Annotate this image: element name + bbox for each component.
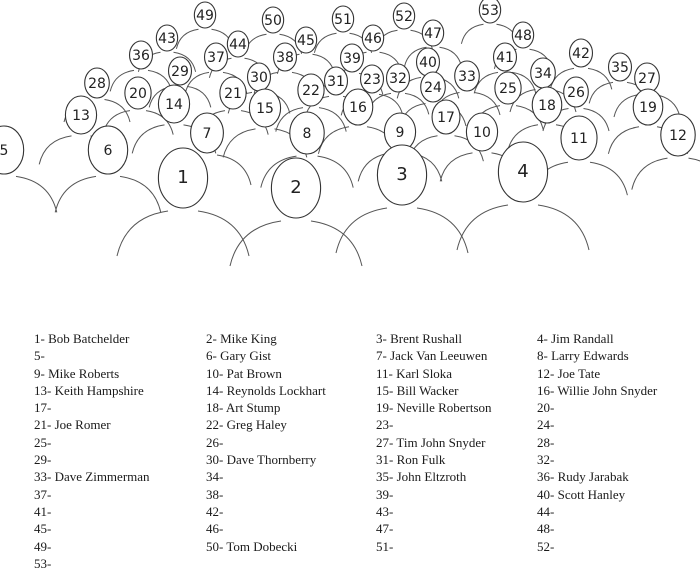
- key-number: 25-: [34, 434, 52, 450]
- person-figure: [117, 148, 249, 256]
- head-number: 4: [517, 161, 529, 182]
- key-column-3: [376, 330, 546, 555]
- person-figure: [55, 126, 161, 212]
- key-entry: [537, 503, 700, 520]
- key-number: 10-: [206, 365, 224, 381]
- shoulders-outline: [117, 211, 249, 256]
- person-figure: [461, 0, 518, 44]
- head-number: 47: [424, 26, 442, 42]
- key-number: 21-: [34, 417, 52, 433]
- key-entry: [537, 538, 700, 555]
- key-number: 39-: [376, 486, 394, 502]
- head-number: 22: [302, 83, 320, 99]
- key-entry: [376, 520, 546, 537]
- key-person-name: Mike King: [220, 331, 277, 346]
- shoulders-outline: [0, 176, 57, 212]
- person-figure: [336, 145, 468, 253]
- key-entry: [34, 555, 204, 572]
- key-number: 32-: [537, 452, 555, 468]
- key-person-name: Jim Randall: [551, 331, 614, 346]
- shoulders-outline: [176, 29, 233, 49]
- key-number: 33-: [34, 469, 52, 485]
- head-number: 17: [437, 110, 455, 126]
- key-number: 4-: [537, 331, 548, 346]
- key-entry: [34, 365, 204, 382]
- head-number: 25: [499, 81, 517, 97]
- key-column-1: [34, 330, 204, 572]
- shoulders-outline: [230, 221, 362, 266]
- head-number: 42: [572, 46, 590, 62]
- key-entry: [376, 468, 546, 485]
- person-figure: [457, 142, 589, 250]
- head-number: 16: [349, 100, 367, 116]
- head-number: 27: [638, 71, 656, 87]
- key-entry: [537, 520, 700, 537]
- key-entry: [34, 416, 204, 433]
- key-number: 50-: [206, 538, 224, 554]
- head-number: 20: [129, 86, 147, 102]
- key-number: 23-: [376, 417, 394, 433]
- key-number: 47-: [376, 521, 394, 537]
- key-number: 35-: [376, 469, 394, 485]
- key-number: 16-: [537, 382, 555, 398]
- key-entry: [376, 399, 546, 416]
- head-number: 45: [297, 33, 315, 49]
- key-number: 12-: [537, 365, 555, 381]
- key-number: 5-: [34, 348, 45, 364]
- key-number: 18-: [206, 400, 224, 416]
- key-person-name: Joe Romer: [54, 417, 111, 433]
- key-entry: [376, 365, 546, 382]
- key-number: 19-: [376, 400, 394, 416]
- shoulders-outline: [55, 176, 161, 212]
- key-number: 43-: [376, 503, 394, 519]
- head-number: 2: [290, 177, 302, 198]
- key-entry: [34, 399, 204, 416]
- head-number: 14: [165, 97, 183, 113]
- key-number: 27-: [376, 434, 394, 450]
- key-entry: [206, 330, 376, 347]
- key-person-name: Rudy Jarabak: [557, 469, 629, 485]
- key-entry: [206, 382, 376, 399]
- shoulders-outline: [336, 208, 468, 253]
- head-number: 19: [639, 100, 657, 116]
- key-number: 30-: [206, 452, 224, 468]
- key-entry: [34, 434, 204, 451]
- key-entry: [537, 416, 700, 433]
- key-person-name: Mike Roberts: [48, 365, 120, 381]
- head-number: 12: [669, 128, 687, 144]
- key-number: 1-: [34, 331, 45, 346]
- key-entry: [376, 434, 546, 451]
- head-number: 9: [395, 125, 405, 141]
- key-person-name: Joe Tate: [557, 365, 601, 381]
- key-person-name: Greg Haley: [226, 417, 287, 433]
- key-number: 45-: [34, 521, 52, 537]
- head-number: 7: [202, 126, 212, 142]
- head-number: 6: [103, 143, 113, 159]
- head-number: 31: [327, 74, 345, 90]
- key-number: 52-: [537, 538, 555, 554]
- key-entry: [34, 347, 204, 364]
- key-entry: [206, 468, 376, 485]
- key-entry: [376, 503, 546, 520]
- head-number: 40: [419, 55, 437, 71]
- key-entry: [206, 347, 376, 364]
- key-entry: [34, 451, 204, 468]
- key-person-name: Karl Sloka: [396, 365, 453, 381]
- head-number: 41: [496, 50, 514, 66]
- key-column-2: [206, 330, 376, 555]
- head-number: 18: [538, 98, 556, 114]
- head-number: 36: [132, 48, 150, 64]
- person-figure: [230, 158, 362, 266]
- head-number: 48: [514, 28, 532, 44]
- head-number: 24: [424, 80, 442, 96]
- shoulders-outline: [461, 24, 518, 44]
- key-number: 3-: [376, 331, 387, 346]
- head-number: 3: [396, 164, 408, 185]
- key-number: 15-: [376, 382, 394, 398]
- person-figure: [314, 6, 371, 53]
- key-person-name: Gary Gist: [220, 348, 272, 364]
- head-number: 11: [570, 131, 588, 147]
- key-person-name: Bob Batchelder: [48, 331, 130, 346]
- head-number: 53: [481, 3, 499, 19]
- key-person-name: Tim John Snyder: [396, 434, 486, 450]
- key-number: 17-: [34, 400, 52, 416]
- head-number: 38: [276, 50, 294, 66]
- key-number: 40-: [537, 486, 555, 502]
- key-number: 28-: [537, 434, 555, 450]
- head-number: 37: [207, 50, 225, 66]
- head-number: 34: [534, 66, 552, 82]
- head-number: 46: [364, 31, 382, 47]
- key-entry: [206, 365, 376, 382]
- key-person-name: John Eltzroth: [396, 469, 467, 485]
- key-number: 13-: [34, 382, 52, 398]
- key-number: 46-: [206, 521, 224, 537]
- head-number: 23: [363, 72, 381, 88]
- key-number: 7-: [376, 348, 387, 364]
- key-entry: [537, 434, 700, 451]
- key-number: 36-: [537, 469, 555, 485]
- head-number: 30: [250, 70, 268, 86]
- person-figure: [632, 114, 700, 190]
- head-number: 35: [611, 60, 629, 76]
- key-entry: [376, 538, 546, 555]
- key-person-name: Jack Van Leeuwen: [390, 348, 488, 364]
- key-number: 20-: [537, 400, 555, 416]
- key-number: 14-: [206, 382, 224, 398]
- key-person-name: Willie John Snyder: [557, 382, 658, 398]
- key-number: 8-: [537, 348, 548, 364]
- key-entry: [206, 520, 376, 537]
- head-number: 51: [334, 12, 352, 28]
- key-entry: [34, 503, 204, 520]
- head-number: 28: [88, 76, 106, 92]
- person-figure: [0, 126, 57, 212]
- key-person-name: Bill Wacker: [396, 382, 459, 398]
- key-number: 38-: [206, 486, 224, 502]
- key-person-name: Pat Brown: [226, 365, 282, 381]
- key-number: 53-: [34, 555, 52, 571]
- key-entry: [34, 468, 204, 485]
- key-number: 41-: [34, 503, 52, 519]
- head-number: 13: [72, 108, 90, 124]
- key-number: 44-: [537, 503, 555, 519]
- key-person-name: Tom Dobecki: [226, 538, 298, 554]
- key-entry: [34, 538, 204, 555]
- key-entry: [34, 486, 204, 503]
- head-number: 52: [395, 9, 413, 25]
- key-entry: [34, 520, 204, 537]
- key-entry: [376, 330, 546, 347]
- key-entry: [206, 503, 376, 520]
- key-entry: [206, 416, 376, 433]
- key-entry: [206, 451, 376, 468]
- head-number: 44: [229, 37, 247, 53]
- key-entry: [206, 434, 376, 451]
- head-number: 32: [389, 71, 407, 87]
- head-number: 10: [473, 125, 491, 141]
- head-number: 15: [256, 101, 274, 117]
- head-number: 26: [567, 85, 585, 101]
- key-entry: [537, 451, 700, 468]
- key-entry: [34, 330, 204, 347]
- head-number: 21: [224, 86, 242, 102]
- key-number: 42-: [206, 503, 224, 519]
- key-entry: [537, 365, 700, 382]
- key-entry: [537, 382, 700, 399]
- key-number: 34-: [206, 469, 224, 485]
- key-entry: [206, 538, 376, 555]
- key-number: 6-: [206, 348, 217, 364]
- key-person-name: Ron Fulk: [396, 452, 446, 468]
- key-number: 48-: [537, 521, 555, 537]
- key-number: 31-: [376, 452, 394, 468]
- key-number: 24-: [537, 417, 555, 433]
- head-number: 39: [343, 51, 361, 67]
- key-entry: [537, 486, 700, 503]
- head-number: 33: [458, 69, 476, 85]
- key-entry: [376, 382, 546, 399]
- key-entry: [206, 399, 376, 416]
- shoulders-outline: [632, 158, 700, 190]
- key-entry: [537, 347, 700, 364]
- head-number: 8: [302, 126, 312, 142]
- key-column-4: [537, 330, 700, 555]
- person-figure: [318, 89, 397, 154]
- key-entry: [537, 330, 700, 347]
- key-number: 2-: [206, 331, 217, 346]
- key-number: 29-: [34, 452, 52, 468]
- key-person-name: Dave Thornberry: [226, 452, 317, 468]
- key-entry: [376, 486, 546, 503]
- key-entry: [537, 399, 700, 416]
- key-person-name: Brent Rushall: [390, 331, 462, 346]
- key-number: 11-: [376, 365, 393, 381]
- head-number: 29: [171, 64, 189, 80]
- key-person-name: Neville Robertson: [396, 400, 492, 416]
- person-figure: [176, 2, 233, 49]
- key-entry: [376, 416, 546, 433]
- key-number: 9-: [34, 365, 45, 381]
- key-number: 37-: [34, 486, 52, 502]
- key-person-name: Dave Zimmerman: [54, 469, 150, 485]
- key-number: 49-: [34, 538, 52, 554]
- key-number: 51-: [376, 538, 394, 554]
- key-entry: [206, 486, 376, 503]
- key-number: 26-: [206, 434, 224, 450]
- head-number: 5: [0, 143, 9, 159]
- key-person-name: Art Stump: [225, 400, 281, 416]
- head-number: 1: [177, 167, 189, 188]
- key-entry: [376, 347, 546, 364]
- key-person-name: Keith Hampshire: [54, 382, 144, 398]
- head-number: 49: [196, 8, 214, 24]
- head-number: 50: [264, 13, 282, 29]
- shoulders-outline: [457, 205, 589, 250]
- key-entry: [537, 468, 700, 485]
- key-person-name: Larry Edwards: [551, 348, 629, 364]
- key-entry: [34, 382, 204, 399]
- key-person-name: Scott Hanley: [557, 486, 626, 502]
- key-entry: [376, 451, 546, 468]
- key-number: 22-: [206, 417, 224, 433]
- head-number: 43: [158, 31, 176, 47]
- key-person-name: Reynolds Lockhart: [226, 382, 326, 398]
